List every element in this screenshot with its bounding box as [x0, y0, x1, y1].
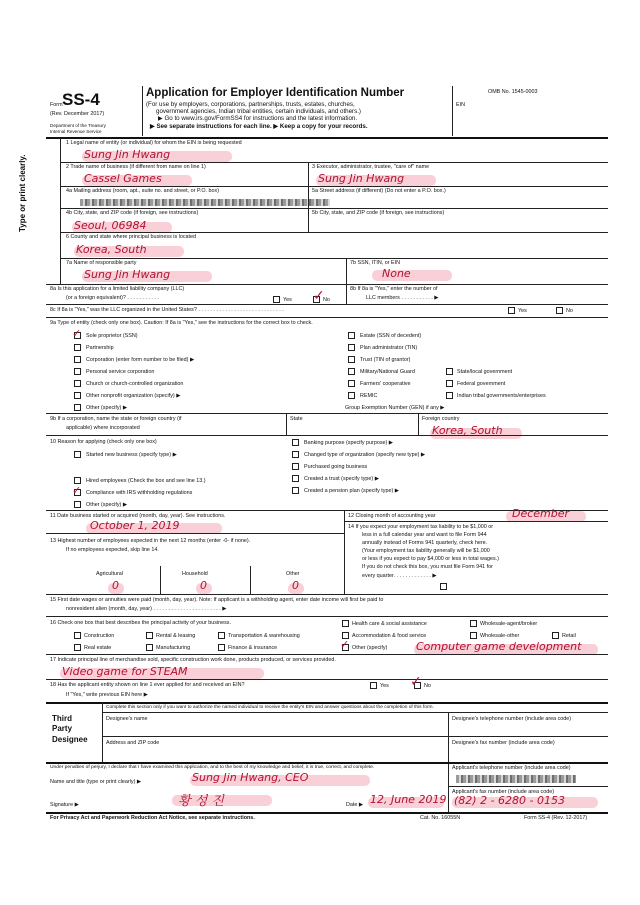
department: Department of the Treasury — [50, 123, 106, 128]
activity-option: Retail — [562, 633, 576, 639]
18-no-check: ✓ — [410, 674, 422, 690]
checkbox[interactable] — [74, 404, 81, 411]
date-started-value[interactable]: October 1, 2019 — [90, 519, 180, 532]
form-revision: (Rev. December 2017) — [50, 111, 105, 117]
third-party-title-line: Third — [52, 714, 72, 723]
activity-option: Construction — [84, 633, 115, 639]
line-8b-cont: LLC members . . . . . . . . . . . ▶ — [366, 295, 439, 301]
form-944-checkbox[interactable] — [440, 583, 447, 590]
line-16-label: 16 Check one box that best describes the principal activity of your business. — [50, 620, 231, 626]
compliance-check: ✓ — [72, 484, 82, 497]
form-title: Application for Employer Identification Number — [146, 87, 405, 99]
line-11-label: 11 Date business started or acquired (month, day, year). See instructions. — [50, 513, 226, 519]
line-3-label: 3 Executor, administrator, trustee, "care of" name — [312, 164, 430, 170]
county-value[interactable]: Korea, South — [76, 243, 147, 256]
catalog-number: Cat. No. 16055N — [420, 815, 461, 821]
entity-option: Farmers' cooperative — [360, 381, 411, 387]
checkbox[interactable] — [74, 501, 81, 508]
footer-form-number: Form SS-4 (Rev. 12-2017) — [524, 815, 588, 821]
agricultural-label: Agricultural — [96, 571, 123, 577]
18-yes-checkbox[interactable] — [370, 682, 377, 689]
closing-month-value[interactable]: December — [512, 507, 570, 520]
foreign-country-label: Foreign country — [422, 416, 460, 422]
line-15-cont: nonresident alien (month, day, year) . . . . . . . . . . . . . . . . . . . . . . . ▶ — [66, 606, 227, 612]
checkbox[interactable] — [446, 368, 453, 375]
activity-option: Wholesale-other — [480, 633, 520, 639]
checkbox[interactable] — [470, 620, 477, 627]
line-12-label: 12 Closing month of accounting year — [348, 513, 436, 519]
checkbox[interactable] — [218, 632, 225, 639]
applicant-fax-label: Applicant's fax number (include area code) — [452, 789, 555, 795]
line-17-label: 17 Indicate principal line of merchandise sold, specific construction work done, products produced, or services provided. — [50, 657, 336, 663]
household-value[interactable]: 0 — [200, 579, 207, 592]
reason-option: Created a pension plan (specify type) ▶ — [304, 488, 399, 494]
activity-option: Rental & leasing — [156, 633, 196, 639]
checkbox[interactable] — [348, 332, 355, 339]
activity-option: Transportation & warehousing — [228, 633, 300, 639]
checkbox[interactable] — [292, 439, 299, 446]
line-18-label: 18 Has the applicant entity shown on line 1 ever applied for and received an EIN? — [50, 682, 245, 688]
no-label: No — [424, 683, 431, 689]
applicant-phone-label: Applicant's telephone number (include area code) — [452, 765, 571, 771]
checkbox[interactable] — [218, 644, 225, 651]
third-party-intro: Complete this section only if you want to authorize the named individual to receive the entity's EIN and answer questions about the completion of this form. — [106, 705, 434, 710]
line-18-cont: If "Yes," write previous EIN here ▶ — [66, 692, 148, 698]
checkbox[interactable] — [74, 344, 81, 351]
line-14-text: If you do not check this box, you must file Form 941 for — [362, 564, 493, 570]
entity-option: Military/National Guard — [360, 369, 415, 375]
line-14-text: annually instead of Forms 941 quarterly, check here. — [362, 540, 488, 546]
no-label: No — [323, 297, 330, 303]
reason-option: Hired employees (Check the box and see line 13.) — [86, 478, 206, 484]
gen-label: Group Exemption Number (GEN) if any ▶ — [345, 405, 445, 411]
ein-label: EIN — [456, 102, 465, 108]
line-8a-label: 8a Is this application for a limited liability company (LLC) — [50, 286, 185, 292]
form-header — [46, 84, 606, 136]
entity-option: State/local government — [457, 369, 513, 375]
reason-option: Purchased going business — [304, 464, 368, 470]
designee-phone-label: Designee's telephone number (include area code) — [452, 716, 572, 722]
redacted-phone — [456, 775, 576, 783]
side-label: Type or print clearly. — [18, 154, 27, 232]
line-8c-label: 8c If 8a is "Yes," was the LLC organized in the United States? . . . . . . . . . . . . . . . . . . . . . . . . . . . . . — [50, 307, 284, 313]
sole-proprietor-check: ✓ — [72, 327, 82, 340]
line-14-text: every quarter. . . . . . . . . . . . . ▶ — [362, 573, 437, 579]
activity-option: Manufacturing — [156, 645, 191, 651]
third-party-title-line: Designee — [52, 734, 88, 744]
checkbox[interactable] — [146, 644, 153, 651]
applicant-fax-value[interactable]: (82) 2 - 6280 - 0153 — [454, 794, 565, 807]
foreign-country-value[interactable]: Korea, South — [432, 424, 503, 437]
date-label: Date ▶ — [346, 802, 364, 808]
activity-option: Real estate — [84, 645, 112, 651]
reason-option: Compliance with IRS withholding regulations — [86, 490, 193, 496]
entity-option: Partnership — [86, 345, 114, 351]
checkbox[interactable] — [342, 620, 349, 627]
other-employees-value[interactable]: 0 — [292, 579, 299, 592]
activity-option: Accommodation & food service — [352, 633, 427, 639]
subtitle-line: (For use by employers, corporations, partnerships, trusts, estates, churches, — [146, 101, 355, 108]
activity-option: Finance & insurance — [228, 645, 278, 651]
checkbox[interactable] — [74, 644, 81, 651]
omb-number: OMB No. 1545-0003 — [488, 89, 538, 95]
checkbox[interactable] — [74, 392, 81, 399]
redacted-mailing-address — [80, 199, 330, 206]
other-activity-value[interactable]: Computer game development — [416, 640, 582, 653]
agricultural-value[interactable]: 0 — [112, 579, 119, 592]
date-signed-value[interactable]: 12, June 2019 — [370, 793, 447, 806]
yes-label: Yes — [283, 297, 292, 303]
entity-option: Other (specify) ▶ — [86, 405, 127, 411]
subtitle-line: government agencies, Indian tribal entities, certain individuals, and others.) — [156, 108, 361, 115]
line-6-label: 6 County and state where principal business is located — [66, 234, 197, 240]
subtitle-line: ▶ See separate instructions for each line. ▶ Keep a copy for your records. — [150, 123, 368, 130]
checkbox[interactable] — [446, 380, 453, 387]
checkbox[interactable] — [74, 380, 81, 387]
designee-fax-label: Designee's fax number (include area code) — [452, 740, 555, 746]
line-2-label: 2 Trade name of business (if different from name on line 1) — [66, 164, 206, 170]
third-party-title-line: Party — [52, 724, 73, 734]
ssn-value[interactable]: None — [382, 267, 411, 280]
reason-option: Other (specify) ▶ — [86, 502, 127, 508]
name-title-value[interactable]: Sung Jin Hwang, CEO — [192, 771, 309, 784]
checkbox[interactable] — [292, 475, 299, 482]
other-label: Other — [286, 571, 300, 577]
line-9b-label: 9b If a corporation, name the state or foreign country (if — [50, 416, 182, 422]
checkbox[interactable] — [292, 487, 299, 494]
no-label: No — [566, 308, 573, 314]
line-8a-cont: (or a foreign equivalent)? . . . . . . . . . . . — [66, 295, 159, 301]
state-label: State — [290, 416, 303, 422]
entity-option: REMIC — [360, 393, 378, 399]
responsible-party-value[interactable]: Sung Jin Hwang — [84, 268, 171, 281]
product-value[interactable]: Video game for STEAM — [62, 665, 188, 678]
reason-option: Banking purpose (specify purpose) ▶ — [304, 440, 393, 446]
checkbox[interactable] — [470, 632, 477, 639]
checkbox[interactable] — [74, 477, 81, 484]
line-1-label: 1 Legal name of entity (or individual) for whom the EIN is being requested — [66, 140, 242, 146]
line-10-label: 10 Reason for applying (check only one box) — [50, 439, 157, 445]
line-14-text: less in a full calendar year and want to file Form 944 — [362, 532, 487, 538]
other-activity-check: ✓ — [340, 638, 350, 651]
activity-option: Other (specify) — [352, 645, 388, 651]
legal-name-value[interactable]: Sung Jin Hwang — [84, 148, 171, 161]
checkbox[interactable] — [348, 380, 355, 387]
line-15-label: 15 First date wages or annuities were paid (month, day, year). Note: If applicant is a withholding agent, enter date income will first be paid to — [50, 597, 384, 603]
checkbox[interactable] — [348, 356, 355, 363]
checkbox[interactable] — [292, 451, 299, 458]
checkbox[interactable] — [348, 368, 355, 375]
entity-option: Church or church-controlled organization — [86, 381, 184, 387]
designee-address-label: Address and ZIP code — [106, 740, 160, 746]
line-14-text: or less if you expect to pay $4,000 or less in total wages.) — [362, 556, 499, 562]
designee-name-label: Designee's name — [106, 716, 148, 722]
yes-label: Yes — [380, 683, 389, 689]
reason-option: Started new business (specify type) ▶ — [86, 452, 177, 458]
entity-option: Other nonprofit organization (specify) ▶ — [86, 393, 181, 399]
activity-option: Health care & social assistance — [352, 621, 427, 627]
form-number: SS-4 — [62, 90, 100, 109]
line-4b-label: 4b City, state, and ZIP code (if foreign, see instructions) — [66, 210, 199, 216]
entity-option: Plan administrator (TIN) — [360, 345, 418, 351]
line-13-cont: If no employees expected, skip line 14. — [66, 547, 159, 553]
subtitle-line: ▶ Go to www.irs.gov/FormSS4 for instructions and the latest information. — [158, 115, 358, 122]
signature-value[interactable]: 황 성 진 — [178, 794, 224, 809]
checkbox[interactable] — [446, 392, 453, 399]
line-5a-label: 5a Street address (if different) (Do not enter a P.O. box.) — [312, 188, 446, 194]
8c-yes-checkbox[interactable] — [508, 307, 515, 314]
line-4a-label: 4a Mailing address (room, apt., suite no. and street, or P.O. box) — [66, 188, 220, 194]
signature-label: Signature ▶ — [50, 802, 79, 808]
line-8b-label: 8b If 8a is "Yes," enter the number of — [350, 286, 438, 292]
activity-option: Wholesale-agent/broker — [480, 621, 538, 627]
line-14-text: 14 If you expect your employment tax liability to be $1,000 or — [348, 524, 494, 530]
household-label: Household — [182, 571, 208, 577]
line-9b-cont: applicable) where incorporated — [66, 425, 140, 431]
checkbox[interactable] — [74, 356, 81, 363]
8c-no-checkbox[interactable] — [556, 307, 563, 314]
reason-option: Changed type of organization (specify new type) ▶ — [304, 452, 426, 458]
8a-no-check: ✓ — [313, 288, 325, 304]
checkbox[interactable] — [552, 632, 559, 639]
perjury-statement: Under penalties of perjury, I declare that I have examined this application, and to the best of my knowledge and belief, it is true, correct, and complete. — [50, 765, 375, 770]
entity-option: Trust (TIN of grantor) — [360, 357, 411, 363]
checkbox[interactable] — [292, 463, 299, 470]
entity-option: Indian tribal governments/enterprises — [457, 393, 546, 399]
entity-option: Corporation (enter form number to be filed) ▶ — [86, 357, 195, 363]
8a-yes-checkbox[interactable] — [273, 296, 280, 303]
line-7b-label: 7b SSN, ITIN, or EIN — [350, 260, 401, 266]
checkbox[interactable] — [74, 368, 81, 375]
entity-option: Federal government — [457, 381, 506, 387]
yes-label: Yes — [518, 308, 527, 314]
entity-option: Sole proprietor (SSN) — [86, 333, 138, 339]
checkbox[interactable] — [74, 632, 81, 639]
name-title-label: Name and title (type or print clearly) ▶ — [50, 779, 142, 785]
irs-label: Internal Revenue Service — [50, 129, 102, 134]
line-5b-label: 5b City, state, and ZIP code (if foreign, see instructions) — [312, 210, 445, 216]
line-13-label: 13 Highest number of employees expected in the next 12 months (enter -0- if none). — [50, 538, 251, 544]
checkbox[interactable] — [74, 451, 81, 458]
checkbox[interactable] — [348, 392, 355, 399]
entity-option: Estate (SSN of decedent) — [360, 333, 422, 339]
line-9a-label: 9a Type of entity (check only one box). Caution: If 8a is "Yes," see the instructions for the correct box to check. — [50, 320, 313, 326]
trade-name-value[interactable]: Cassel Games — [84, 172, 162, 185]
city-value[interactable]: Seoul, 06984 — [74, 219, 147, 232]
reason-option: Created a trust (specify type) ▶ — [304, 476, 379, 482]
entity-option: Personal service corporation — [86, 369, 155, 375]
checkbox[interactable] — [146, 632, 153, 639]
line-7a-label: 7a Name of responsible party — [66, 260, 137, 266]
footer-notice: For Privacy Act and Paperwork Reduction Act Notice, see separate instructions. — [50, 815, 255, 821]
form-label: Form — [50, 102, 63, 108]
care-of-value[interactable]: Sung Jin Hwang — [318, 172, 405, 185]
third-party-title — [52, 714, 88, 745]
line-14-text: (Your employment tax liability generally will be $1,000 — [362, 548, 490, 554]
checkbox[interactable] — [348, 344, 355, 351]
